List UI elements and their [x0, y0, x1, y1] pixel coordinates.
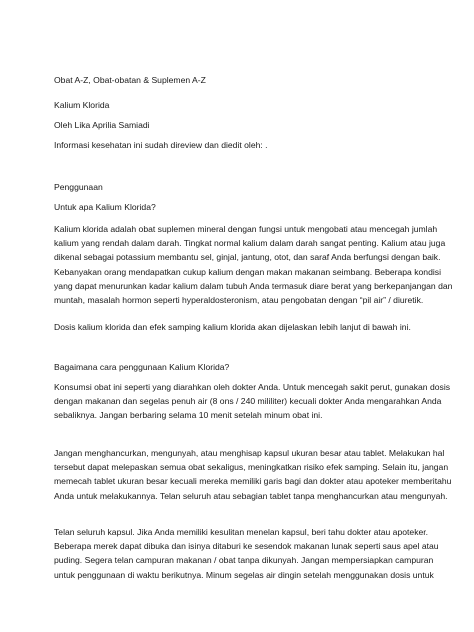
paragraph-swallow-capsule	[54, 525, 439, 582]
paragraph-line: memecah tablet ukuran besar kecuali mereka memiliki garis bagi dan dokter atau apoteker memberitahu	[54, 476, 452, 487]
paragraph-dosage-note: Dosis kalium klorida dan efek samping kalium klorida akan dijelaskan lebih lanjut di bawah ini.	[54, 322, 411, 332]
question-untuk-apa: Untuk apa Kalium Klorida?	[54, 202, 156, 212]
paragraph-do-not-crush	[54, 446, 452, 503]
paragraph-line: Kalium klorida adalah obat suplemen mineral dengan fungsi untuk mengobati atau mencegah jumlah	[54, 224, 438, 234]
paragraph-line: dikenal sebagai potassium membantu sel, ginjal, jantung, otot, dan saraf Anda berfungsi dengan baik.	[54, 252, 441, 263]
breadcrumb-line: Obat A-Z, Obat-obatan & Suplemen A-Z	[54, 75, 206, 85]
paragraph-line: Telan seluruh kapsul. Jika Anda memiliki kesulitan menelan kapsul, beri tahu dokter atau apoteker.	[54, 527, 429, 537]
paragraph-line: Konsumsi obat ini seperti yang diarahkan oleh dokter Anda. Untuk mencegah sakit perut, gunakan dosis	[54, 382, 451, 392]
paragraph-line: Jangan menghancurkan, mengunyah, atau menghisap kapsul ukuran besar atau tablet. Melakukan hal	[54, 448, 445, 458]
question-bagaimana: Bagaimana cara penggunaan Kalium Klorida?	[54, 362, 230, 372]
paragraph-line: puding. Segera telan campuran makanan / obat tanpa dikunyah. Jangan mempersiapkan campuran	[54, 555, 434, 566]
paragraph-usage	[54, 380, 451, 423]
paragraph-line: kalium yang rendah dalam darah. Tingkat normal kalium dalam darah sangat penting. Kalium atau juga	[54, 238, 446, 249]
paragraph-line: tersebut dapat melepaskan semua obat sekaligus, meningkatkan risiko efek samping. Selain itu, jangan	[54, 462, 449, 473]
review-note: Informasi kesehatan ini sudah direview dan diedit oleh: .	[54, 140, 268, 150]
paragraph-line: sebaliknya. Jangan berbaring selama 10 menit setelah minum obat ini.	[54, 410, 323, 421]
paragraph-description	[54, 222, 453, 307]
document-title: Kalium Klorida	[54, 100, 110, 110]
paragraph-line: Anda untuk melakukannya. Telan seluruh atau sebagian tablet tanpa menghancurkan atau mengunyah.	[54, 490, 448, 501]
paragraph-line: untuk penggunaan di waktu berikutnya. Minum segelas air dingin setelah menggunakan dosis untuk	[54, 569, 434, 580]
author-line: Oleh Lika Aprilia Samiadi	[54, 120, 150, 130]
paragraph-line: dengan makanan dan segelas penuh air (8 ons / 240 mililiter) kecuali dokter Anda mengarahkan Anda	[54, 396, 442, 407]
paragraph-line: yang dapat menurunkan kadar kalium dalam tubuh Anda termasuk diare berat yang berkepanjangan dan	[54, 280, 453, 291]
paragraph-line: Kebanyakan orang mendapatkan cukup kalium dengan makan makanan seimbang. Beberapa kondisi	[54, 266, 441, 277]
paragraph-line: muntah, masalah hormon seperti hyperaldosteronism, atau pengobatan dengan “pil air” / diuretik.	[54, 295, 424, 306]
section-heading-penggunaan: Penggunaan	[54, 182, 103, 192]
paragraph-line: Beberapa merek dapat dibuka dan isinya ditaburi ke sesendok makanan lunak seperti saus apel atau	[54, 541, 439, 552]
